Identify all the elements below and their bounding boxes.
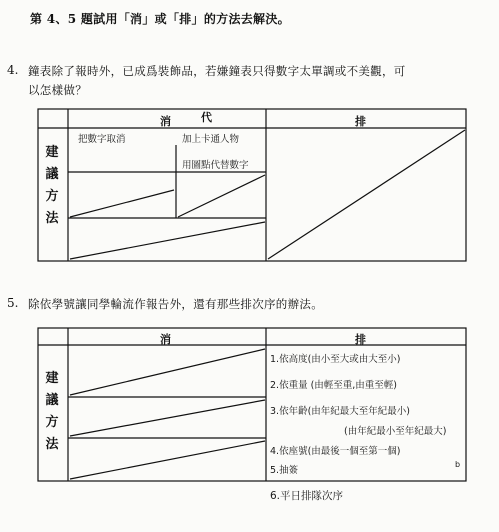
q5-header-pai: 排	[355, 333, 366, 346]
q5-row-label: 建議方法	[45, 371, 59, 452]
q5-header-xiao: 消	[160, 333, 171, 346]
q5-item-6: 6.平日排隊次序	[270, 490, 344, 502]
q5-item-3b: (由年紀最小至年紀最大)	[344, 426, 447, 437]
q5-item-2: 2.依重量 (由輕至重,由重至輕)	[270, 380, 398, 391]
q5-mark: b	[455, 460, 461, 469]
q4-header-dai: 代	[201, 111, 212, 124]
q4-text-line1: 鐘表除了報時外，已成爲裝飾品，若嫌鐘表只得數字太單調或不美觀，可	[28, 64, 406, 78]
q4-text-line2: 以怎樣做？	[28, 83, 87, 97]
q5-item-1: 1.依高度(由小至大或由大至小)	[270, 354, 401, 365]
instruction-text: 第 4、5 題試用「消」或「排」的方法去解決。	[30, 12, 290, 26]
q4-dai-answer-1: 加上卡通人物	[182, 134, 240, 145]
q4-header-pai: 排	[355, 115, 366, 128]
q5-number: 5.	[7, 296, 19, 310]
q4-number: 4.	[7, 63, 19, 77]
q4-xiao-answer: 把數字取消	[78, 134, 126, 145]
q4-dai-answer-2: 用圖點代替數字	[182, 160, 249, 171]
q5-item-3: 3.依年齡(由年紀最大至年紀最小)	[270, 406, 410, 417]
q4-header-xiao: 消	[160, 115, 171, 128]
q5-text: 除依學號讓同學輪流作報告外，還有那些排次序的辦法。	[28, 297, 323, 311]
q5-item-4: 4.依座號(由最後一個至第一個)	[270, 446, 401, 457]
q4-row-label: 建議方法	[45, 145, 59, 226]
q5-item-5: 5.抽簽	[270, 465, 299, 476]
